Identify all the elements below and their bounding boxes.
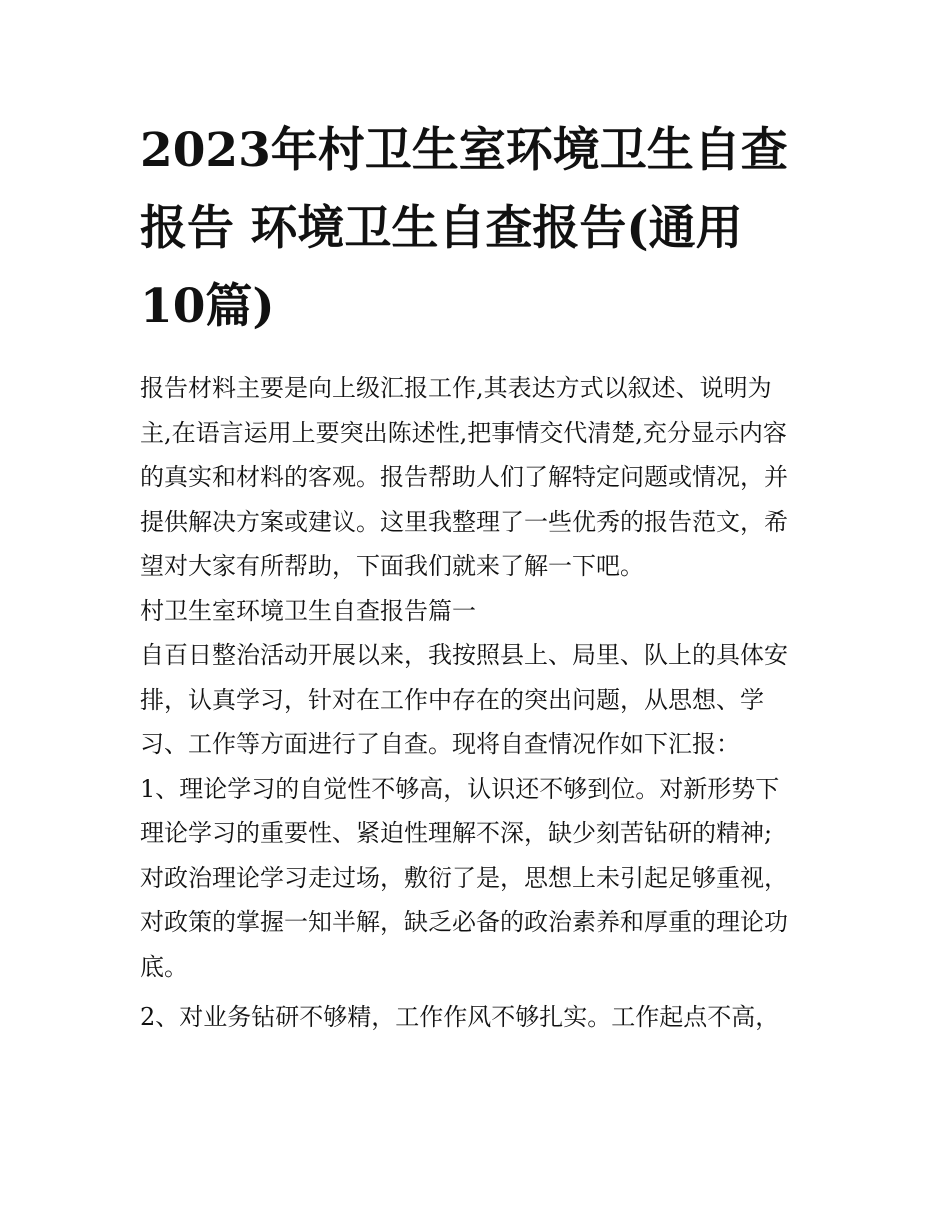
text-line: 排，认真学习，针对在工作中存在的突出问题，从思想、学 [140,685,764,714]
text-line: 报告材料主要是向上级汇报工作,其表达方式以叙述、说明为 [140,374,772,402]
text-line: 的真实和材料的客观。报告帮助人们了解特定问题或情况，并 [140,463,788,491]
list-item-paragraph [140,995,815,1040]
text-line: 2、对业务钻研不够精，工作作风不够扎实。工作起点不高， [140,1003,780,1031]
title-line: 2023年村卫生室环境卫生自查 [140,123,788,178]
text-line: 对政治理论学习走过场，敷衍了是，思想上未引起足够重视， [140,863,788,892]
body-paragraph [140,633,815,767]
title-line: 报告 环境卫生自查报告(通用 [140,201,743,256]
text-line: 理论学习的重要性、紧迫性理解不深，缺少刻苦钻研的精神; [140,819,773,847]
text-line: 望对大家有所帮助，下面我们就来了解一下吧。 [140,552,644,580]
section-heading [140,589,815,634]
text-line: 习、工作等方面进行了自查。现将自查情况作如下汇报： [140,730,740,758]
text-line: 1、理论学习的自觉性不够高，认识还不够到位。对新形势下 [140,774,780,803]
text-line: 对政策的掌握一知半解，缺乏必备的政治素养和厚重的理论功 [140,908,788,936]
text-line: 底。 [140,952,188,981]
document-title [140,112,815,346]
intro-paragraph [140,366,815,589]
title-line: 10篇) [140,279,275,334]
text-line: 提供解决方案或建议。这里我整理了一些优秀的报告范文，希 [140,507,788,536]
text-line: 村卫生室环境卫生自查报告篇一 [140,596,476,625]
list-item-paragraph [140,767,815,990]
document-content [140,112,815,1040]
text-line: 自百日整治活动开展以来，我按照县上、局里、队上的具体安 [140,641,788,669]
document-body [140,366,815,1040]
text-line: 主,在语言运用上要突出陈述性,把事情交代清楚,充分显示内容 [140,418,787,447]
